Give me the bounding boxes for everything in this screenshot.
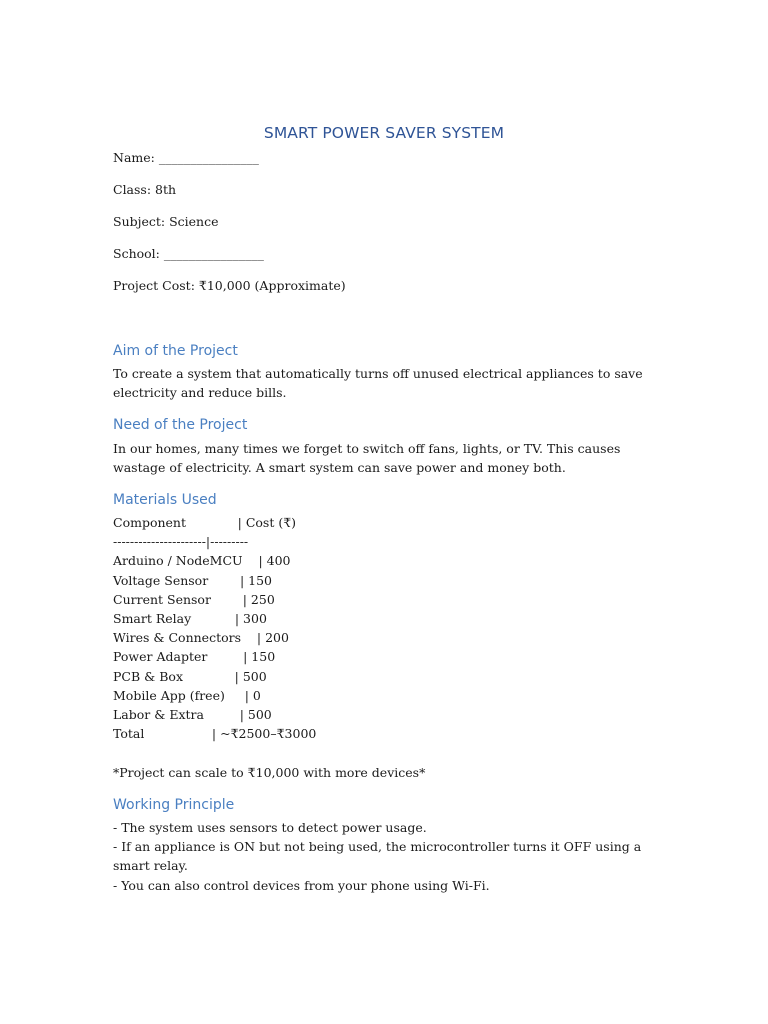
material-total-row: Total | ~₹2500–₹3000 [113, 726, 317, 742]
material-row: Wires & Connectors | 200 [113, 630, 289, 646]
material-row: Voltage Sensor | 150 [113, 572, 273, 588]
name-field: Name: ________________ [113, 150, 259, 165]
materials-table [113, 513, 316, 743]
list-item: - You can also control devices from your phone using Wi-Fi. [113, 877, 490, 893]
class-field: Class: 8th [113, 182, 177, 197]
material-row: Current Sensor | 250 [113, 591, 275, 607]
project-cost-field: Project Cost: ₹10,000 (Approximate) [113, 278, 346, 293]
material-row: Arduino / NodeMCU | 400 [113, 553, 291, 569]
material-row: Labor & Extra | 500 [113, 706, 272, 722]
page-title: SMART POWER SAVER SYSTEM [263, 124, 505, 142]
working-heading: Working Principle [113, 797, 235, 813]
materials-note: *Project can scale to ₹10,000 with more devices* [113, 765, 426, 780]
material-row: Power Adapter | 150 [113, 649, 276, 665]
need-heading: Need of the Project [113, 417, 248, 433]
material-row: Smart Relay | 300 [113, 610, 267, 626]
school-field: School: ________________ [113, 246, 264, 261]
material-row: Mobile App (free) | 0 [113, 687, 261, 703]
subject-field: Subject: Science [113, 214, 219, 229]
working-list [113, 818, 643, 895]
list-item: - The system uses sensors to detect power usage. [113, 820, 427, 835]
materials-header-row: Component | Cost (₹) [113, 515, 297, 530]
materials-divider: ----------------------|--------- [113, 534, 249, 550]
list-item: - If an appliance is ON but not being used, the microcontroller turns it OFF using a smart relay. [113, 839, 642, 874]
need-text: In our homes, many times we forget to switch off fans, lights, or TV. This causes wastage of electricity. A smart system can save power and money both. [113, 441, 621, 476]
aim-text: To create a system that automatically turns off unused electrical appliances to save electricity and reduce bills. [113, 366, 643, 401]
material-row: PCB & Box | 500 [113, 668, 267, 684]
materials-heading: Materials Used [113, 492, 217, 508]
aim-heading: Aim of the Project [113, 343, 238, 359]
